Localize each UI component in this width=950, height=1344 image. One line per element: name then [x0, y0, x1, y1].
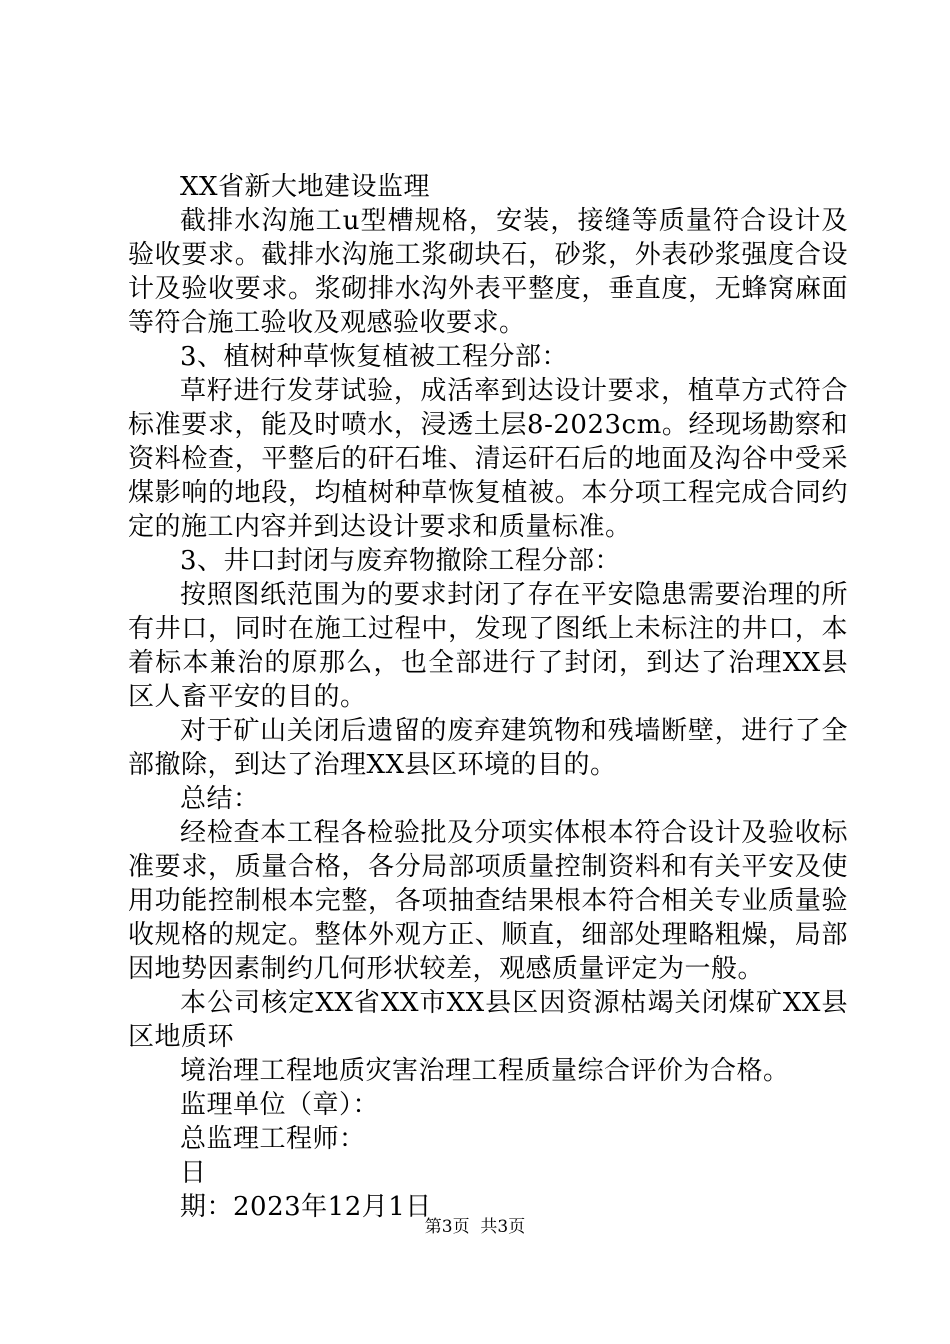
document-body: [128, 170, 848, 1224]
page-number-footer: 第3页 共3页: [424, 1217, 526, 1237]
demolition-paragraph: 对于矿山关闭后遗留的废弃建筑物和残墙断壁，进行了全部撤除，到达了治理XX县区环境的目的。: [128, 716, 848, 780]
wellhead-section-heading: 3、井口封闭与废弃物撤除工程分部：: [180, 546, 622, 576]
date-label-line: 日: [180, 1158, 207, 1188]
assessment-paragraph: 本公司核定XX省XX市XX县区因资源枯竭关闭煤矿XX县区地质环: [128, 988, 848, 1052]
summary-paragraph: 经检查本工程各检验批及分项实体根本符合设计及验收标准要求，质量合格，各分局部项质量控制资料和有关平安及使用功能控制根本完整，各项抽查结果根本符合相关专业质量验收规格的规定。整体外观方正、顺直，细部处理略粗燥，局部因地势因素制约几何形状较差，观感质量评定为一般。: [128, 818, 848, 984]
vegetation-paragraph: 草籽进行发芽试验，成活率到达设计要求，植草方式符合标准要求，能及时喷水，浸透土层8-2023cm。经现场勘察和资料检查，平整后的矸石堆、清运矸石后的地面及沟谷中受采煤影响的地段，均植树种草恢复植被。本分项工程完成合同约定的施工内容并到达设计要求和质量标准。: [128, 376, 848, 542]
wellhead-paragraph: 按照图纸范围为的要求封闭了存在平安隐患需要治理的所有井口，同时在施工过程中，发现了图纸上未标注的井口，本着标本兼治的原那么，也全部进行了封闭，到达了治理XX县区人畜平安的目的。: [128, 580, 848, 712]
summary-heading: 总结：: [180, 784, 260, 814]
date-value-line: 期：2023年12月1日: [180, 1192, 432, 1222]
vegetation-section-heading: 3、植树种草恢复植被工程分部：: [180, 342, 569, 372]
supervisor-company-line: XX省新大地建设监理: [180, 172, 431, 202]
chief-engineer-line: 总监理工程师：: [180, 1124, 366, 1154]
assessment-continuation-line: 境治理工程地质灾害治理工程质量综合评价为合格。: [180, 1056, 790, 1086]
supervision-unit-stamp-line: 监理单位（章）：: [180, 1090, 380, 1120]
drainage-ditch-paragraph: 截排水沟施工u型槽规格，安装，接缝等质量符合设计及验收要求。截排水沟施工浆砌块石，砂浆，外表砂浆强度合设计及验收要求。浆砌排水沟外表平整度，垂直度，无蜂窝麻面等符合施工验收及观感验收要求。: [128, 206, 848, 338]
